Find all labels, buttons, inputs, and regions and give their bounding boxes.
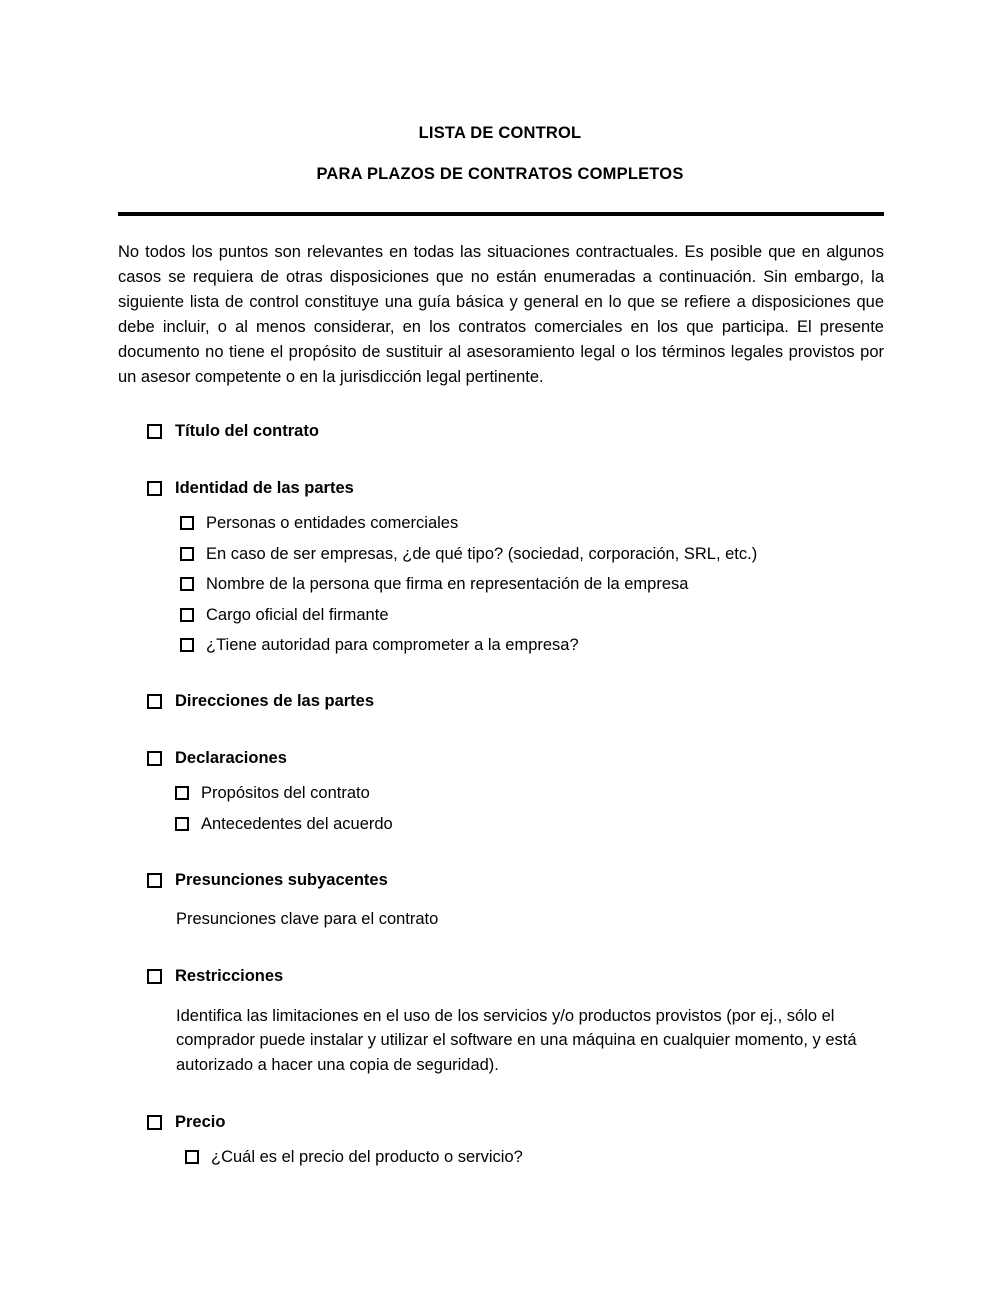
header-divider-wrap xyxy=(0,212,1000,216)
checklist-heading-label: Declaraciones xyxy=(175,748,287,767)
checklist-item-label: Antecedentes del acuerdo xyxy=(201,814,393,833)
checklist-item-label: ¿Tiene autoridad para comprometer a la empresa? xyxy=(206,635,579,654)
checkbox-icon[interactable] xyxy=(180,608,194,622)
checklist-item-row[interactable] xyxy=(180,573,884,596)
checklist-section xyxy=(118,420,884,443)
checklist-item-label: Personas o entidades comerciales xyxy=(206,514,459,533)
checkbox-icon[interactable] xyxy=(147,1115,162,1130)
checkbox-icon[interactable] xyxy=(147,481,162,496)
checklist-heading-row[interactable] xyxy=(147,1111,884,1134)
checkbox-icon[interactable] xyxy=(147,424,162,439)
page-title: LISTA DE CONTROL xyxy=(418,124,582,142)
checklist-subitems xyxy=(175,782,884,836)
checklist-heading-row[interactable] xyxy=(147,420,884,443)
checkbox-icon[interactable] xyxy=(185,1150,199,1164)
checklist-section xyxy=(118,965,884,1078)
checklist-heading-row[interactable] xyxy=(147,690,884,713)
checkbox-icon[interactable] xyxy=(175,817,189,831)
checklist-item-row[interactable] xyxy=(180,604,884,627)
intro-paragraph: No todos los puntos son relevantes en todas las situaciones contractuales. Es posible que en algunos casos se requiera de otras disposiciones que no están enumeradas a continuación. Sin embargo, la siguiente lista de control constituye una guía básica y general en lo que se refiere a disposiciones que debe incluir, o al menos considerar, en los contratos comerciales en los que participa. El presente documento no tiene el propósito de sustituir al asesoramiento legal o los términos legales provistos por un asesor competente o en la jurisdicción legal pertinente. xyxy=(118,242,884,387)
checklist-heading-row[interactable] xyxy=(147,747,884,770)
checklist-item-row[interactable] xyxy=(185,1146,884,1169)
checklist-heading-label: Restricciones xyxy=(175,967,284,986)
section-note: Identifica las limitaciones en el uso de los servicios y/o productos provistos (por ej., sólo el comprador puede instalar y utilizar el software en una máquina en cualquier momento, y está autorizado a hacer una copia de seguridad). xyxy=(176,1006,857,1075)
checklist-item-row[interactable] xyxy=(180,543,884,566)
checklist-section xyxy=(118,869,884,932)
checkbox-icon[interactable] xyxy=(147,751,162,766)
document-content xyxy=(0,240,1000,1170)
checklist-item-row[interactable] xyxy=(175,813,884,836)
checklist-heading-label: Título del contrato xyxy=(175,422,319,441)
checklist-subitems xyxy=(180,512,884,657)
checklist-heading-label: Precio xyxy=(175,1112,226,1131)
checkbox-icon[interactable] xyxy=(175,786,189,800)
checklist-item-label: Nombre de la persona que firma en representación de la empresa xyxy=(206,575,689,594)
checklist-section xyxy=(118,690,884,713)
checkbox-icon[interactable] xyxy=(147,969,162,984)
title-block xyxy=(0,0,1000,184)
checklist-section xyxy=(118,477,884,658)
page-subtitle: PARA PLAZOS DE CONTRATOS COMPLETOS xyxy=(316,164,684,183)
checklist-heading-row[interactable] xyxy=(147,477,884,500)
checkbox-icon[interactable] xyxy=(180,577,194,591)
checklist-heading-label: Direcciones de las partes xyxy=(175,692,375,711)
section-note: Presunciones clave para el contrato xyxy=(176,910,439,929)
checkbox-icon[interactable] xyxy=(147,694,162,709)
checkbox-icon[interactable] xyxy=(147,873,162,888)
checklist-item-label: En caso de ser empresas, ¿de qué tipo? (sociedad, corporación, SRL, etc.) xyxy=(206,544,758,563)
checkbox-icon[interactable] xyxy=(180,516,194,530)
checklist-section xyxy=(118,747,884,836)
checklist-item-row[interactable] xyxy=(175,782,884,805)
checklist xyxy=(118,420,884,1169)
checklist-heading-row[interactable] xyxy=(147,965,884,988)
header-divider xyxy=(118,212,884,216)
checklist-section xyxy=(118,1111,884,1170)
checklist-heading-label: Presunciones subyacentes xyxy=(175,871,388,890)
checklist-item-label: Propósitos del contrato xyxy=(201,784,370,803)
checklist-item-label: ¿Cuál es el precio del producto o servicio? xyxy=(211,1148,523,1167)
checklist-item-row[interactable] xyxy=(180,512,884,535)
checkbox-icon[interactable] xyxy=(180,547,194,561)
checklist-item-label: Cargo oficial del firmante xyxy=(206,605,389,624)
checklist-heading-row[interactable] xyxy=(147,869,884,892)
checklist-item-row[interactable] xyxy=(180,634,884,657)
checkbox-icon[interactable] xyxy=(180,638,194,652)
checklist-heading-label: Identidad de las partes xyxy=(175,478,354,497)
checklist-subitems xyxy=(185,1146,884,1169)
